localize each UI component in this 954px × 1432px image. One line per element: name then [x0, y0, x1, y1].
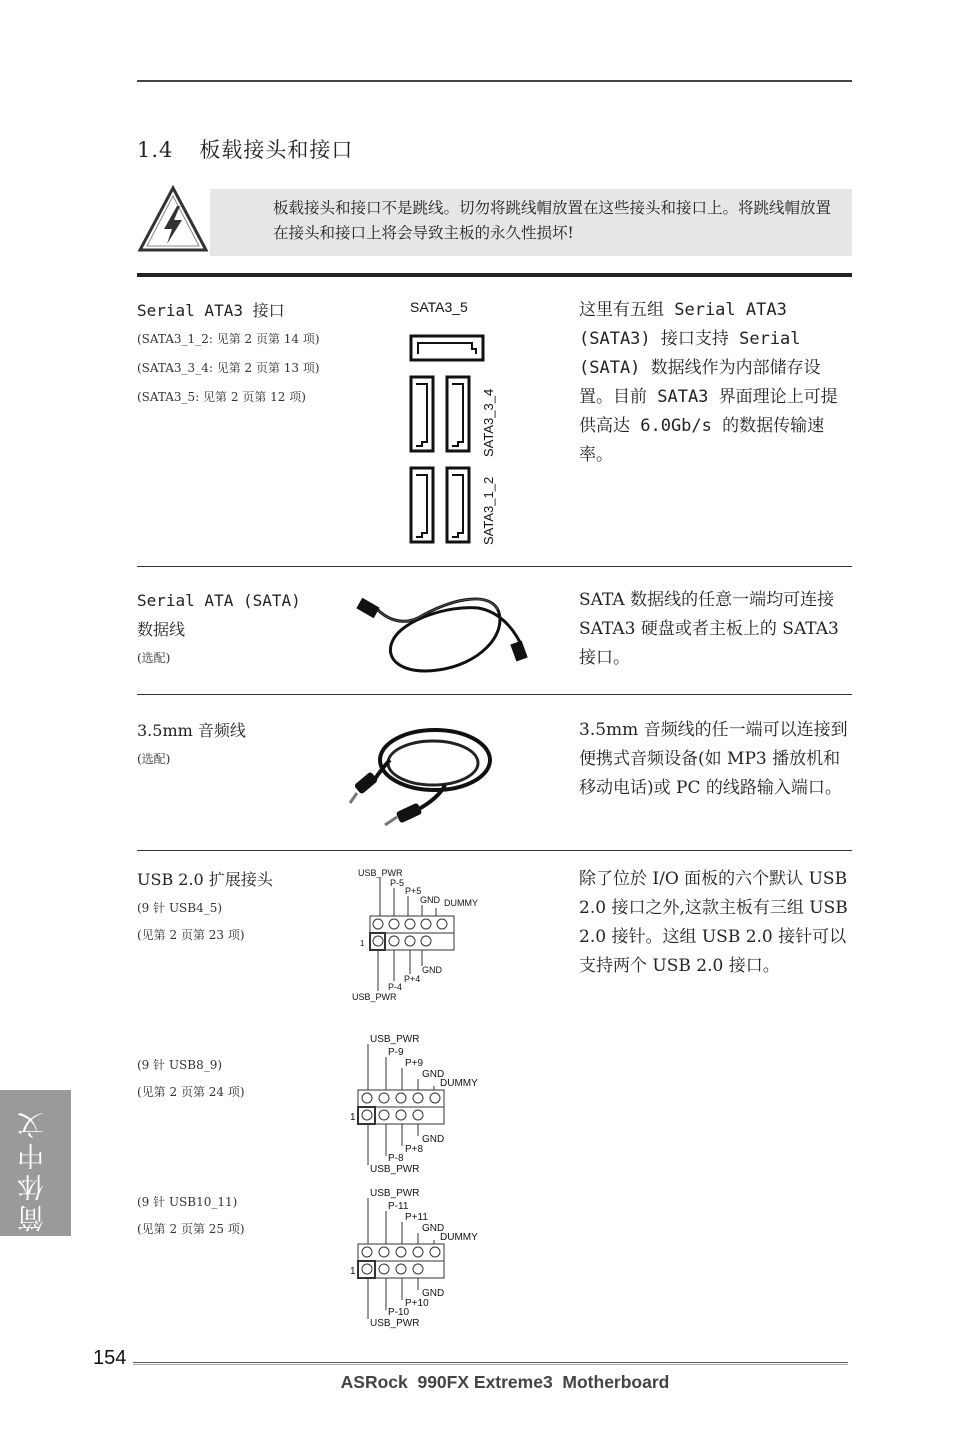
p-minus-top: P-5	[390, 878, 405, 888]
usb8-9-header-diagram	[350, 1030, 490, 1175]
p-plus-top: P+9	[405, 1058, 424, 1069]
gnd-top: GND	[422, 1069, 445, 1080]
section-divider	[137, 273, 852, 277]
section-number: 1.4	[137, 138, 174, 162]
usb-pwr-bottom: USB_PWR	[370, 1164, 420, 1175]
gnd-bottom: GND	[422, 1134, 445, 1145]
pin1-label: 1	[350, 1266, 356, 1277]
usb-pwr-top: USB_PWR	[370, 1188, 420, 1199]
sata3-3-4-label: SATA3_3_4	[481, 388, 496, 457]
footer-rule	[133, 1362, 848, 1363]
p-plus-bottom: P+4	[404, 974, 421, 984]
usb-header-description: 除了位於 I/O 面板的六个默认 USB 2.0 接口之外,这款主板有三组 USB 2.0 接针。这组 USB 2.0 接针可以支持两个 USB 2.0 接口。	[579, 869, 848, 976]
sata-ref-1: (SATA3_1_2: 见第 2 页第 14 项)	[137, 332, 320, 346]
usb10-11-ref: (见第 2 页第 25 项)	[137, 1222, 245, 1236]
sata3-1-2-label: SATA3_1_2	[481, 476, 496, 545]
p-plus-bottom: P+10	[405, 1298, 429, 1309]
usb8-9-ref: (见第 2 页第 24 项)	[137, 1085, 245, 1099]
usb-pwr-bottom: USB_PWR	[370, 1318, 420, 1329]
footer-title: ASRock 990FX Extreme3 Motherboard	[340, 1372, 670, 1392]
usb8-9-pins: (9 针 USB8_9)	[137, 1058, 223, 1072]
usb-pwr-bottom: USB_PWR	[352, 992, 397, 1002]
sata-port-diagram	[400, 292, 510, 550]
warning-text: 板载接头和接口不是跳线。切勿将跳线帽放置在这些接头和接口上。将跳线帽放置在接头和接口上将会导致主板的永久性损坏!	[273, 199, 832, 242]
section-title	[137, 134, 353, 164]
usb4-5-pins: (9 针 USB4_5)	[137, 901, 223, 915]
sata3-5-label: SATA3_5	[410, 299, 468, 315]
divider-2	[137, 694, 852, 695]
sata-cable-label-1: Serial ATA (SATA)	[137, 591, 301, 610]
dummy-label: DUMMY	[440, 1078, 478, 1089]
sata-cable-note: (选配)	[137, 651, 171, 665]
usb10-11-header-diagram	[350, 1184, 490, 1329]
language-side-text: 简体中文	[18, 1108, 49, 1232]
footer-rule-shadow	[133, 1364, 848, 1365]
sata3-5-connector	[411, 336, 483, 360]
header-rule	[137, 80, 852, 82]
p-minus-bottom: P-8	[388, 1153, 404, 1164]
gnd-top: GND	[422, 1223, 445, 1234]
usb-pwr-top: USB_PWR	[370, 1034, 420, 1045]
divider-3	[137, 850, 852, 851]
audio-cable-description: 3.5mm 音频线的任一端可以连接到便携式音频设备(如 MP3 播放机和移动电话)或 PC 的线路输入端口。	[579, 720, 848, 798]
sata-ref-2: (SATA3_3_4: 见第 2 页第 13 项)	[137, 361, 320, 375]
sata3-3-4-connectors	[411, 377, 469, 451]
section-title-text: 板载接头和接口	[199, 138, 354, 162]
sata3-1-2-connectors	[411, 468, 469, 542]
usb10-11-pins: (9 针 USB10_11)	[137, 1195, 238, 1209]
sata-cable-image	[348, 580, 538, 680]
p-minus-bottom: P-10	[388, 1307, 410, 1318]
p-minus-top: P-9	[388, 1047, 404, 1058]
sata-ports-description: 这里有五组 Serial ATA3 (SATA3) 接口支持 Serial (SATA) 数据线作为内部储存设置。目前 SATA3 界面理论上可提供高达 6.0Gb/s 的数据传输速率。	[579, 300, 838, 465]
warning-icon	[137, 184, 209, 256]
gnd-top: GND	[420, 895, 440, 905]
sata-cable-description: SATA 数据线的任意一端均可连接 SATA3 硬盘或者主板上的 SATA3 接口。	[579, 590, 839, 668]
usb4-5-ref: (见第 2 页第 23 项)	[137, 928, 245, 942]
gnd-bottom: GND	[422, 1288, 445, 1299]
p-plus-top: P+11	[405, 1212, 428, 1223]
dummy-label: DUMMY	[440, 1232, 478, 1243]
usb-pwr-top: USB_PWR	[358, 868, 403, 878]
page-number: 154	[93, 1347, 127, 1369]
p-plus-bottom: P+8	[405, 1144, 424, 1155]
audio-cable-image	[345, 715, 495, 835]
usb-header-label: USB 2.0 扩展接头	[137, 870, 273, 889]
p-plus-top: P+5	[405, 886, 422, 896]
sata-cable-label-2: 数据线	[137, 620, 186, 639]
pin1-label: 1	[360, 939, 365, 948]
usb4-5-header-diagram	[350, 866, 490, 1006]
gnd-bottom: GND	[422, 965, 442, 975]
audio-cable-label: 3.5mm 音频线	[137, 721, 246, 740]
p-minus-top: P-11	[388, 1201, 409, 1212]
sata-ref-3: (SATA3_5: 见第 2 页第 12 项)	[137, 390, 306, 404]
p-minus-bottom: P-4	[388, 982, 403, 992]
audio-cable-note: (选配)	[137, 752, 171, 766]
pin1-label: 1	[350, 1112, 356, 1123]
divider-1	[137, 566, 852, 567]
sata-ports-label: Serial ATA3 接口	[137, 301, 285, 320]
dummy-label: DUMMY	[444, 898, 478, 908]
